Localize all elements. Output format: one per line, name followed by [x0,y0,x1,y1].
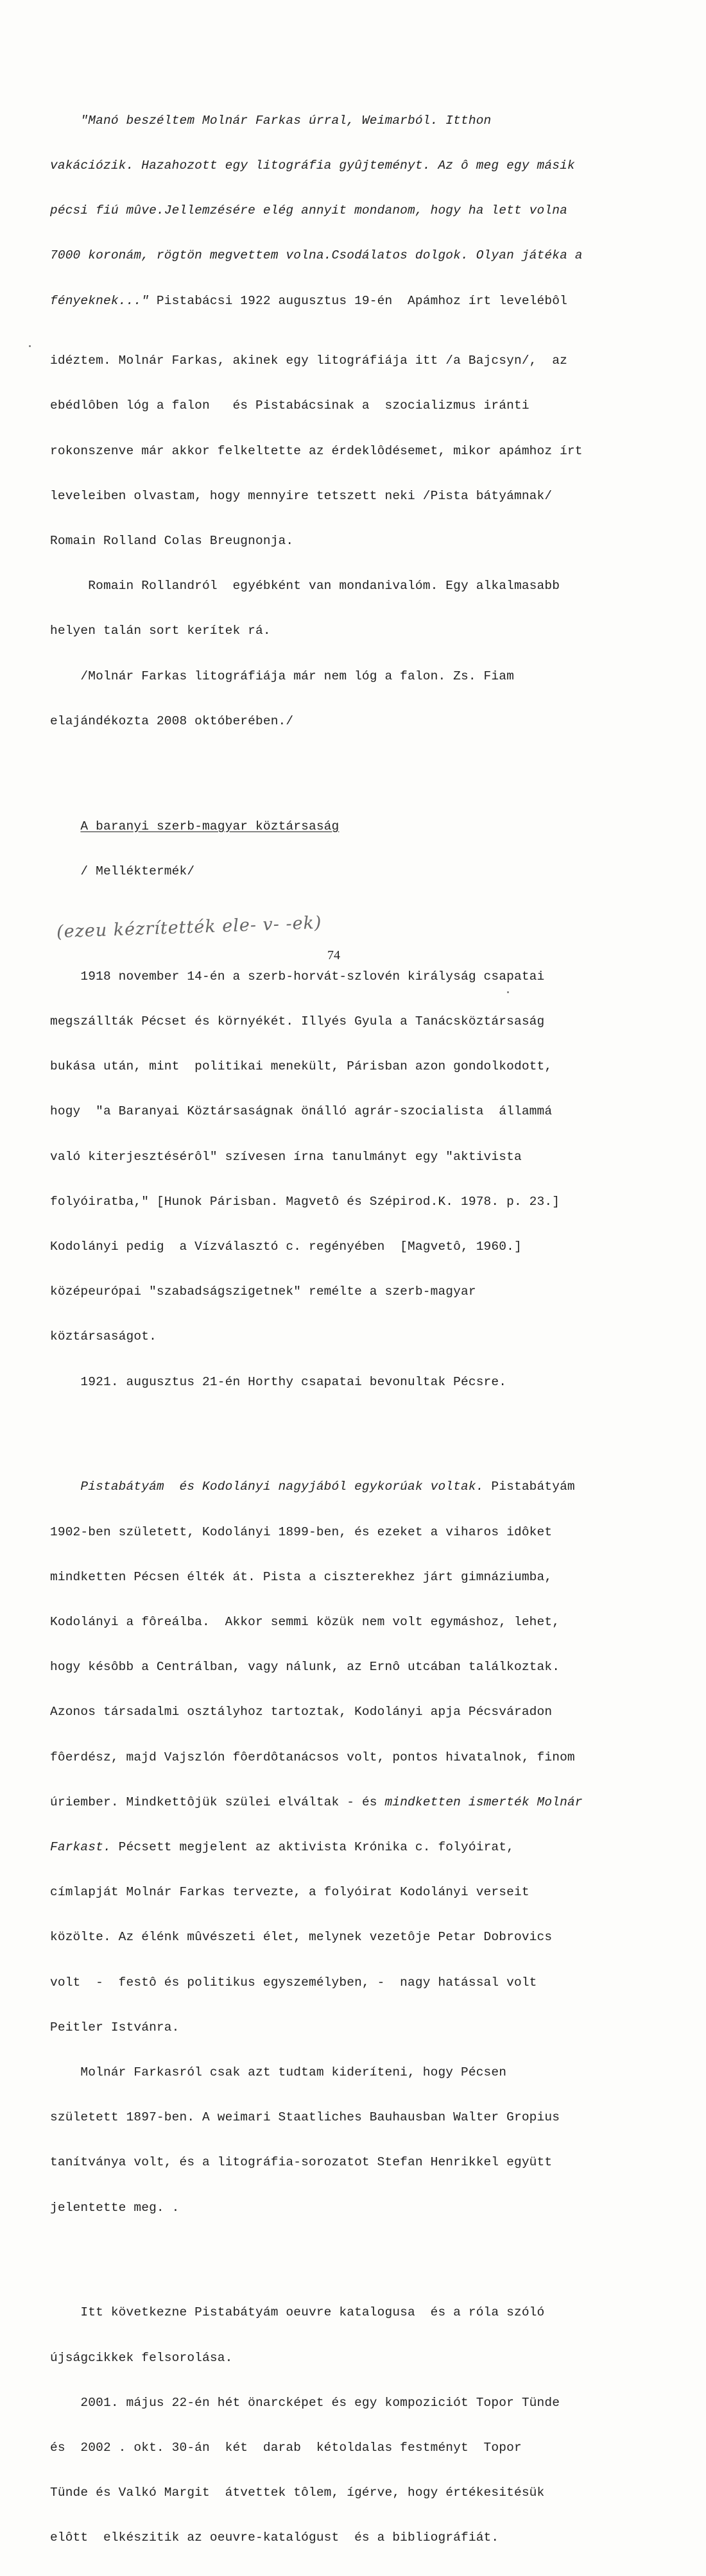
text-line: jelentette meg. . [50,2200,180,2215]
text-line: leveleiben olvastam, hogy mennyire tetszett neki /Pista bátyámnak/ [50,488,553,503]
section-heading-line [50,819,650,834]
quote-line: "Manó beszéltem Molnár Farkas úrral, Weimarból. Itthon [50,113,492,128]
text-line: Kodolányi a fôreálba. Akkor semmi közük nem volt egymáshoz, lehet, [50,1614,560,1629]
text-line: Tünde és Valkó Margit átvettek tôlem, ígérve, hogy értékesitésük [50,2486,545,2500]
text-line: úriember. Mindkettôjük szülei elváltak - és mindketten ismerték Molnár [50,1795,583,1809]
text-line: idéztem. Molnár Farkas, akinek egy litográfiája itt /a Bajcsyn/, az [50,354,567,368]
text-line: mindketten Pécsen élték át. Pista a ciszterekhez járt gimnáziumba, [50,1569,553,1584]
text-line: középeurópai "szabadságszigetnek" remélte a szerb-magyar [50,1284,476,1299]
body-text [50,83,650,2576]
text-line: újságcikkek felsorolása. [50,2350,233,2365]
text-line: helyen talán sort kerítek rá. [50,624,271,638]
text-line: hogy késôbb a Centrálban, vagy nálunk, az Ernô utcában találkoztak. [50,1660,560,1675]
quote-line: 7000 koronám, rögtön megvettem volna.Csodálatos dolgok. Olyan játéka a [50,248,583,263]
quote-line: fényeknek..." Pistabácsi 1922 augusztus 19-én Apámhoz írt levelébôl [50,293,567,308]
text-line: címlapját Molnár Farkas tervezte, a folyóirat Kodolányi verseit [50,1885,530,1900]
text-line: Pistabátyám és Kodolányi nagyjából egykorúak voltak. Pistabátyám [50,1480,575,1494]
text-line: rokonszenve már akkor felkeltette az érdeklôdésemet, mikor apámhoz írt [50,443,583,458]
text-line: és 2002 . okt. 30-án két darab kétoldalas festményt Topor [50,2441,522,2455]
text-line: Kodolányi pedig a Vízválasztó c. regényében [Magvetô, 1960.] [50,1239,522,1254]
text-line: való kiterjesztésérôl" szívesen írna tanulmányt egy "aktivista [50,1149,522,1164]
text-line: 1921. augusztus 21-én Horthy csapatai bevonultak Pécsre. [50,1374,507,1389]
section-subheading: / Melléktermék/ [80,864,195,878]
text-line: Peitler Istvánra. [50,2020,180,2034]
text-line: Farkast. Pécsett megjelent az aktivista Krónika c. folyóirat, [50,1839,514,1854]
text-line: közölte. Az élénk mûvészeti élet, melynek vezetôje Petar Dobrovics [50,1930,553,1945]
text-line: fôerdész, majd Vajszlón fôerdôtanácsos volt, pontos hivatalnok, finom [50,1750,575,1764]
text-line: Azonos társadalmi osztályhoz tartoztak, Kodolányi apja Pécsváradon [50,1705,553,1719]
text-line: 1918 november 14-én a szerb-horvát-szlovén királyság csapatai [50,969,545,984]
text-line: hogy "a Baranyai Köztársaságnak önálló agrár-szocialista állammá [50,1104,553,1119]
text-line: /Molnár Farkas litográfiája már nem lóg a falon. Zs. Fiam [50,669,514,683]
text-line: Romain Rolland Colas Breugnonja. [50,534,294,549]
text-line: Itt következne Pistabátyám oeuvre katalogusa és a róla szóló [50,2305,545,2320]
text-line: köztársaságot. [50,1329,157,1344]
text-line: Romain Rollandról egyébként van mondanivalóm. Egy alkalmasabb [50,579,560,593]
text-line: bukása után, mint politikai menekült, Párisban azon gondolkodott, [50,1059,553,1074]
text-line: született 1897-ben. A weimari Staatliches Bauhausban Walter Gropius [50,2110,560,2125]
text-line: elôtt elkészitik az oeuvre-katalógust és a bibliográfiát. [50,2530,499,2545]
page-number: 74 [327,948,340,962]
text-line: Molnár Farkasról csak azt tudtam kideríteni, hogy Pécsen [50,2065,507,2079]
text-line: megszállták Pécset és környékét. Illyés Gyula a Tanácsköztársaság [50,1014,545,1028]
text-line: folyóiratba," [Hunok Párisban. Magvetô és Szépirod.K. 1978. p. 23.] [50,1194,560,1209]
text-line: 2001. május 22-én hét önarcképet és egy kompoziciót Topor Tünde [50,2395,560,2410]
handwritten-note: (ezeu kézrítették ele- v- -ek) [56,912,322,943]
scan-speck [29,345,31,347]
quote-line: vakációzik. Hazahozott egy litográfia gyûjteményt. Az ô meg egy másik [50,158,575,173]
quote-line: pécsi fiú mûve.Jellemzésére elég annyit mondanom, hogy ha lett volna [50,203,567,218]
section-heading: A baranyi szerb-magyar köztársaság [80,819,340,833]
text-line: 1902-ben született, Kodolányi 1899-ben, és ezeket a viharos idôket [50,1524,553,1539]
text-line: volt - festô és politikus egyszemélyben, - nagy hatással volt [50,1975,537,1990]
text-line: ebédlôben lóg a falon és Pistabácsinak a szocializmus iránti [50,398,530,413]
text-line: elajándékozta 2008 októberében./ [50,713,294,728]
text-line: tanítványa volt, és a litográfia-sorozatot Stefan Henrikkel együtt [50,2155,553,2170]
scan-speck [507,991,509,993]
section-subheading-line [50,864,650,879]
